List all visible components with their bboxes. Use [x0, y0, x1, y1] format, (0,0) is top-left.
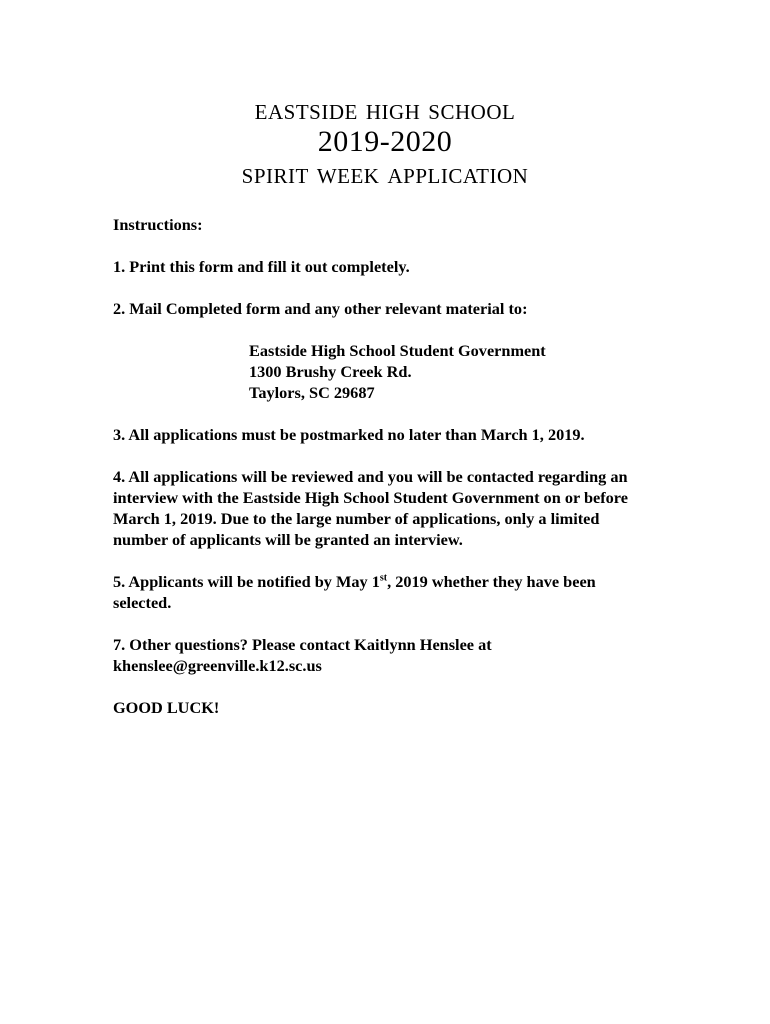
item-5-text-start: 5. Applicants will be notified by May 1: [113, 572, 380, 591]
title-block: [0, 94, 770, 190]
instructions-heading: Instructions:: [113, 215, 203, 234]
address-line-3: Taylors, SC 29687: [249, 383, 375, 402]
school-year: 2019-2020: [317, 125, 453, 158]
instruction-item-7: [113, 634, 658, 676]
contact-email: khenslee@greenville.k12.sc.us: [113, 656, 322, 675]
instruction-item-2: 2. Mail Completed form and any other relevant material to:: [113, 299, 528, 318]
address-line-1: Eastside High School Student Government: [249, 341, 546, 360]
ordinal-suffix: st: [379, 572, 388, 584]
instruction-item-3: 3. All applications must be postmarked no later than March 1, 2019.: [113, 425, 585, 444]
item-7-text: 7. Other questions? Please contact Kaitlynn Henslee at: [113, 635, 492, 654]
school-name: eastside high school: [254, 93, 516, 126]
instruction-item-1: 1. Print this form and fill it out completely.: [113, 257, 410, 276]
instruction-item-4: 4. All applications will be reviewed and you will be contacted regarding an interview with the Eastside High School Student Government on or before March 1, 2019. Due to the large number of applications, only a limited number of applicants will be granted an interview.: [113, 467, 628, 549]
item-5-text-end: , 2019 whether they have been selected.: [113, 572, 596, 612]
address-line-2: 1300 Brushy Creek Rd.: [249, 362, 412, 381]
closing-text: GOOD LUCK!: [113, 698, 220, 717]
instruction-item-5: [113, 571, 658, 613]
form-title: spirit week application: [241, 157, 529, 190]
mailing-address: [249, 340, 658, 403]
instructions-body: [113, 214, 658, 739]
